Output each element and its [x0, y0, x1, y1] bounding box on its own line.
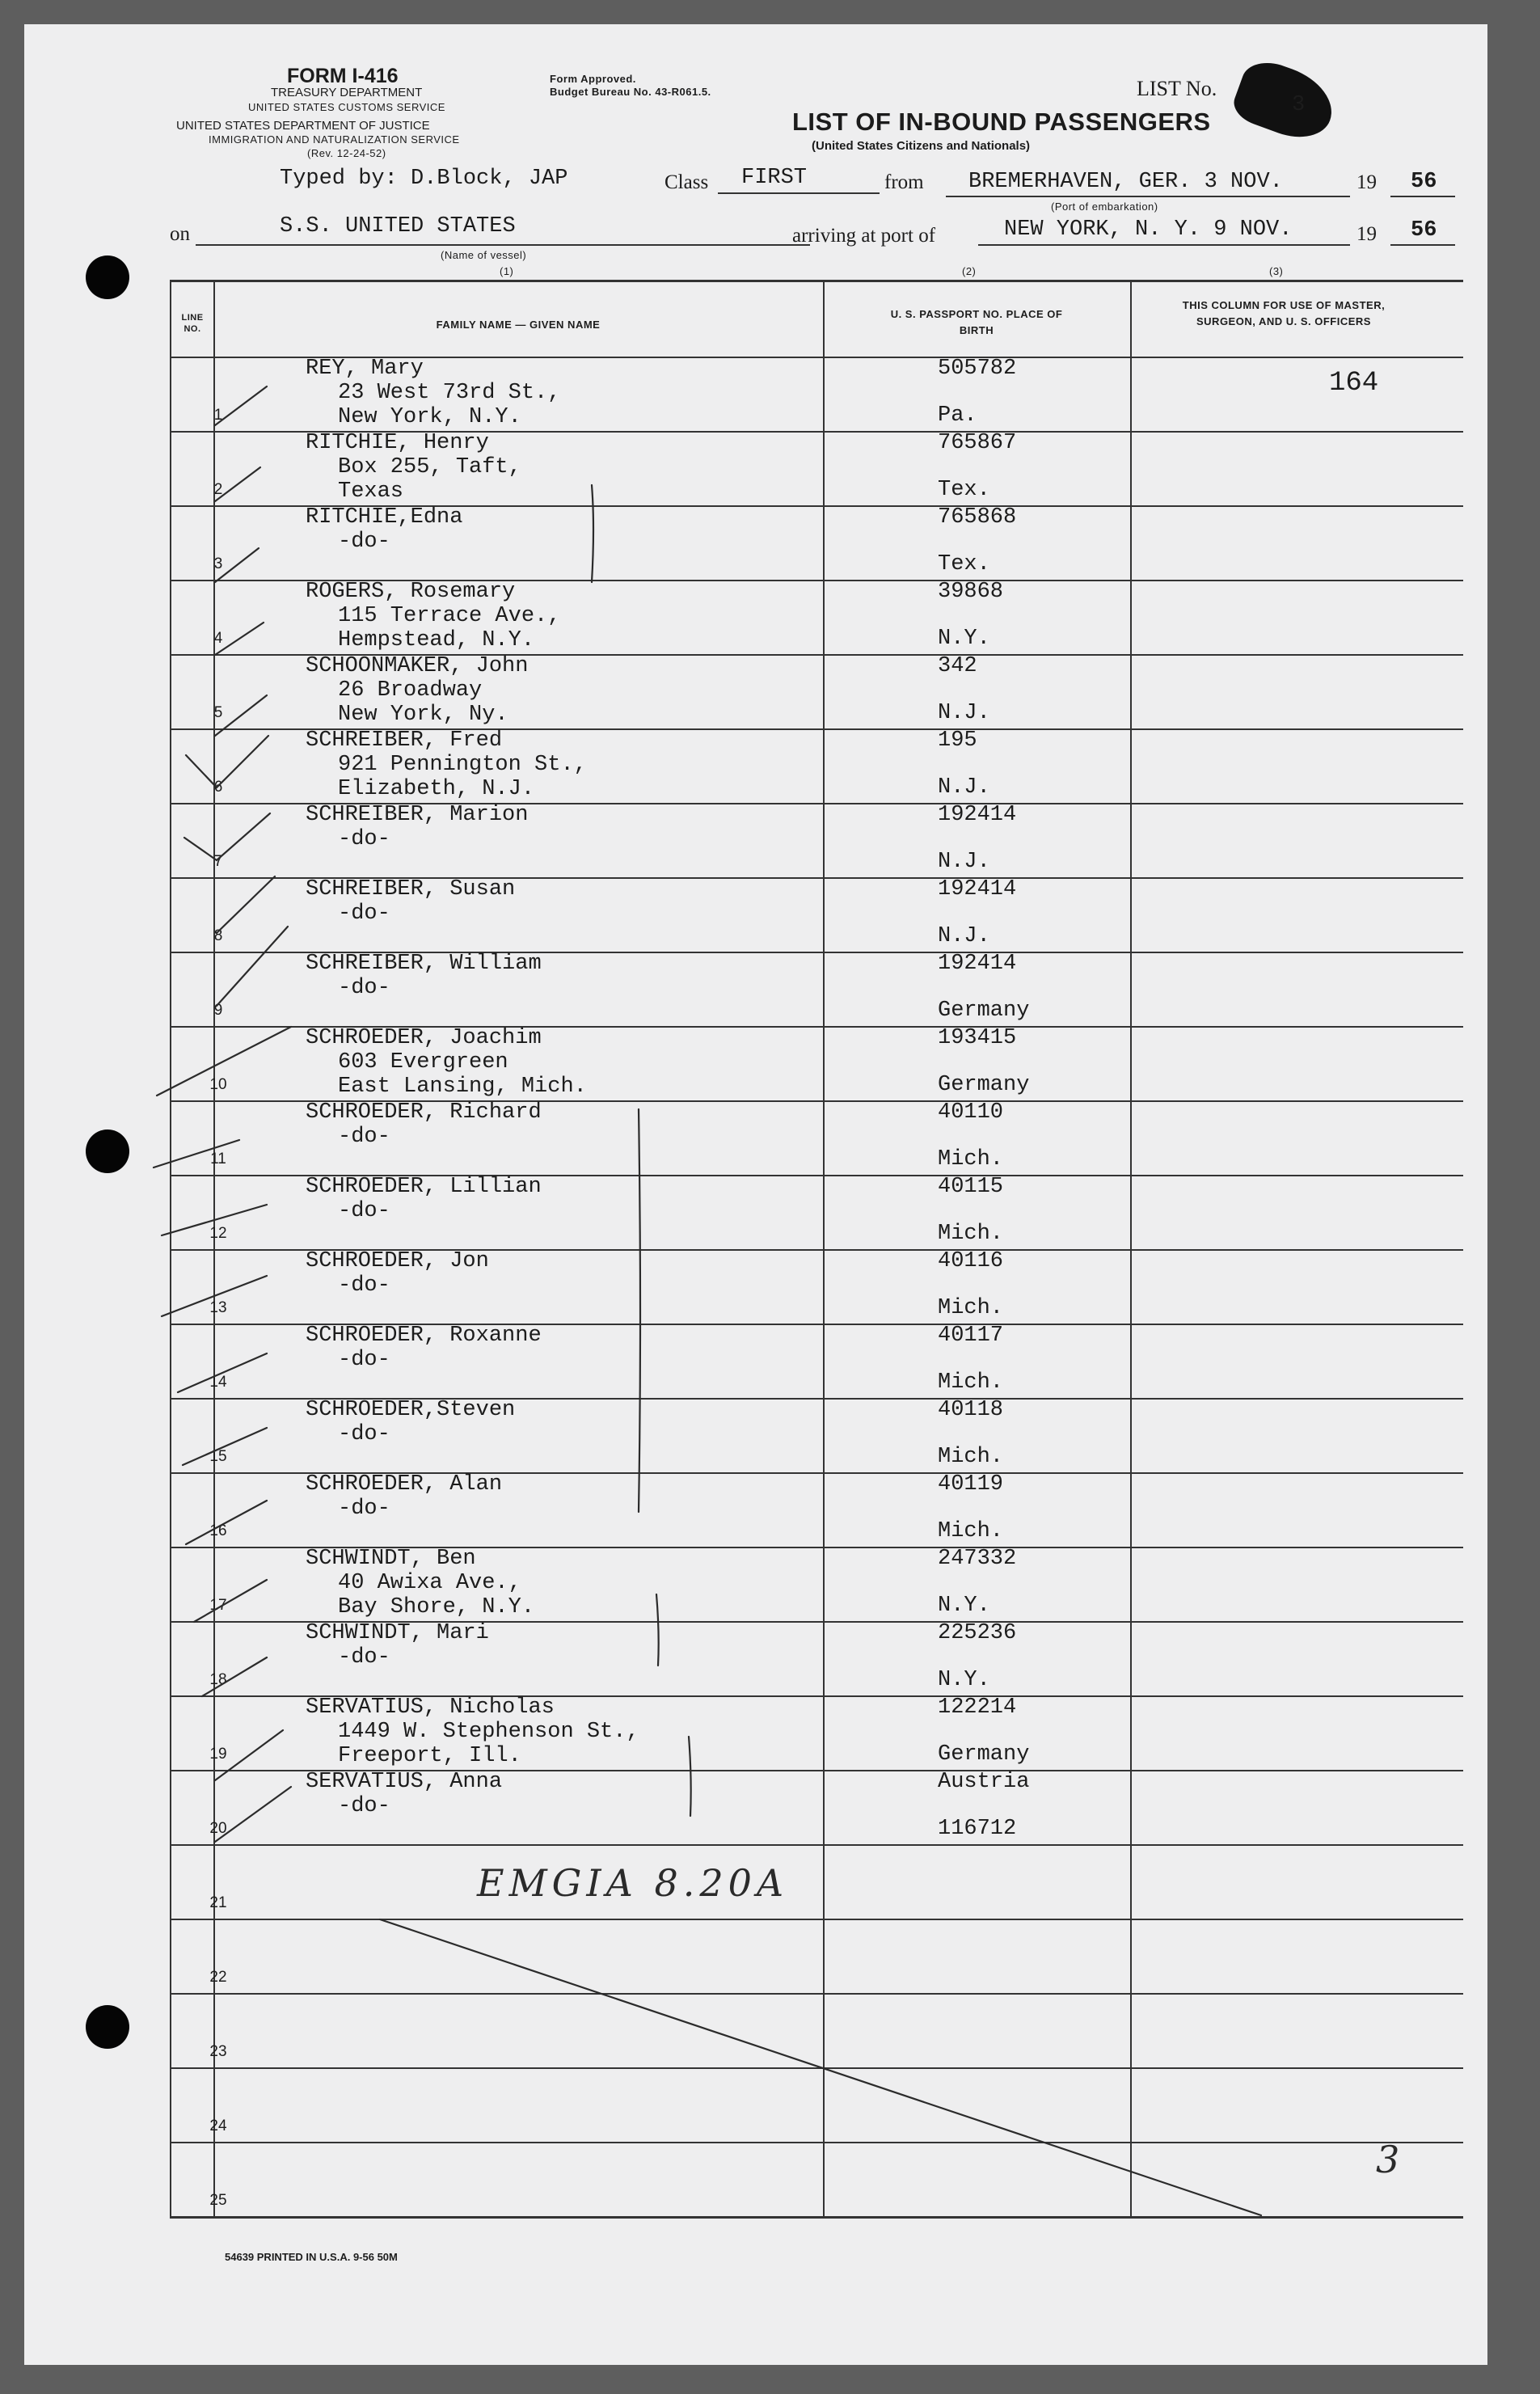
address-line-1: -do-	[338, 1273, 390, 1298]
dept-justice: UNITED STATES DEPARTMENT OF JUSTICE	[176, 119, 430, 133]
bracket-line	[592, 485, 593, 582]
passenger-name: RITCHIE, Henry	[306, 431, 489, 455]
on-label: on	[170, 223, 190, 245]
class-label: Class	[665, 171, 709, 193]
page-title: LIST OF IN-BOUND PASSENGERS	[792, 108, 1211, 136]
place-of-birth: N.Y.	[938, 1594, 990, 1618]
vessel-note: (Name of vessel)	[441, 249, 527, 261]
check-mark	[215, 1730, 283, 1780]
address-line-1: -do-	[338, 976, 390, 1000]
place-of-birth: Germany	[938, 999, 1030, 1023]
page-subtitle: (United States Citizens and Nationals)	[812, 139, 1031, 153]
place-of-birth: Mich.	[938, 1296, 1004, 1320]
passenger-name: SCHREIBER, Fred	[306, 728, 503, 753]
line-number: 21	[209, 1894, 227, 1911]
check-mark	[178, 1353, 267, 1392]
place-of-birth: Mich.	[938, 1222, 1004, 1246]
line-number: 5	[213, 704, 223, 721]
bracket-line	[656, 1594, 659, 1666]
year-prefix-1: 19	[1356, 171, 1377, 193]
arrival-port: NEW YORK, N. Y. 9 NOV.	[1004, 217, 1293, 242]
address-line-1: -do-	[338, 1199, 390, 1223]
check-mark	[202, 1657, 267, 1696]
address-line-2: Texas	[338, 479, 404, 504]
passenger-name: ROGERS, Rosemary	[306, 580, 516, 604]
class-value: FIRST	[741, 166, 808, 190]
line-number: 10	[209, 1076, 227, 1093]
cancel-slash	[380, 1919, 1261, 2215]
address-line-1: -do-	[338, 530, 390, 554]
address-line-1: 1449 W. Stephenson St.,	[338, 1720, 639, 1744]
col1-note: (1)	[500, 265, 514, 277]
passenger-name: SCHOONMAKER, John	[306, 654, 529, 678]
place-of-birth: Germany	[938, 1073, 1030, 1097]
place-of-birth: N.Y.	[938, 627, 990, 651]
address-line-2: East Lansing, Mich.	[338, 1075, 587, 1099]
check-mark	[154, 1140, 239, 1167]
passport-number: 505782	[938, 357, 1017, 381]
vessel-name: S.S. UNITED STATES	[280, 214, 516, 239]
embark-port: BREMERHAVEN, GER. 3 NOV.	[968, 170, 1283, 194]
passport-number: 765868	[938, 505, 1017, 530]
officer-note: 164	[1329, 368, 1379, 399]
line-number: 6	[213, 779, 223, 796]
col-header-passport: U. S. PASSPORT NO. PLACE OF BIRTH	[890, 308, 1063, 336]
place-of-birth: Mich.	[938, 1445, 1004, 1469]
address-line-1: 40 Awixa Ave.,	[338, 1571, 521, 1595]
dept-justice-sub: IMMIGRATION AND NATURALIZATION SERVICE	[209, 133, 460, 146]
line-number: 9	[213, 1002, 223, 1019]
line-number: 13	[209, 1299, 227, 1316]
check-mark	[184, 813, 270, 860]
page-number: 3	[1376, 2138, 1400, 2181]
line-number: 3	[213, 555, 223, 572]
place-of-birth: Tex.	[938, 552, 990, 576]
check-mark	[186, 736, 268, 787]
line-number: 12	[209, 1225, 227, 1242]
passenger-name: SCHWINDT, Ben	[306, 1547, 476, 1571]
check-mark	[217, 927, 288, 1006]
col3-note: (3)	[1269, 265, 1284, 277]
budget-bureau: Budget Bureau No. 43-R061.5.	[550, 86, 711, 98]
passenger-name: SCHREIBER, Marion	[306, 803, 529, 827]
check-mark	[186, 1501, 267, 1544]
passport-number: 40117	[938, 1324, 1004, 1348]
list-number: 3	[1292, 93, 1306, 117]
line-number: 19	[209, 1746, 227, 1763]
check-mark	[162, 1205, 267, 1235]
check-mark	[157, 1027, 291, 1096]
line-number: 15	[209, 1448, 227, 1465]
passenger-name: SCHROEDER, Richard	[306, 1100, 542, 1125]
line-number: 4	[213, 630, 223, 647]
address-line-1: -do-	[338, 1794, 390, 1818]
revision-date: (Rev. 12-24-52)	[307, 147, 386, 159]
passenger-name: SCHROEDER,Steven	[306, 1398, 516, 1422]
place-of-birth: N.J.	[938, 924, 990, 948]
line-number: 23	[209, 2043, 227, 2060]
passport-number: 122214	[938, 1695, 1017, 1720]
from-label: from	[884, 171, 924, 193]
place-of-birth: N.Y.	[938, 1668, 990, 1692]
line-number: 1	[213, 407, 223, 424]
place-of-birth: Germany	[938, 1742, 1030, 1767]
passport-number: 40110	[938, 1100, 1004, 1125]
passport-number: 40116	[938, 1249, 1004, 1273]
line-number: 25	[209, 2192, 227, 2209]
passport-number: 40118	[938, 1398, 1004, 1422]
line-number: 7	[213, 853, 223, 870]
passport-number: 765867	[938, 431, 1017, 455]
address-line-1: -do-	[338, 1497, 390, 1521]
handwritten-marks	[24, 24, 1487, 2365]
line-number: 18	[209, 1671, 227, 1688]
passenger-name: SERVATIUS, Anna	[306, 1770, 503, 1794]
check-mark	[217, 876, 275, 933]
place-of-birth: Pa.	[938, 403, 977, 428]
passenger-name: SCHREIBER, Susan	[306, 877, 516, 901]
port-embark-note: (Port of embarkation)	[1051, 201, 1158, 213]
list-number-label: LIST No.	[1137, 77, 1217, 100]
address-line-1: 603 Evergreen	[338, 1050, 508, 1075]
col2-note: (2)	[962, 265, 977, 277]
line-number: 16	[209, 1522, 227, 1539]
check-mark	[215, 548, 259, 582]
col-header-line-no: LINE NO.	[181, 313, 204, 334]
line-number: 20	[209, 1820, 227, 1837]
place-of-birth: N.J.	[938, 850, 990, 874]
col-header-name: FAMILY NAME — GIVEN NAME	[436, 319, 601, 331]
address-line-1: Box 255, Taft,	[338, 455, 521, 479]
dept-treasury-sub: UNITED STATES CUSTOMS SERVICE	[248, 101, 445, 113]
year-1: 56	[1411, 170, 1437, 194]
passenger-name: SCHROEDER, Alan	[306, 1472, 503, 1497]
address-line-2: Hempstead, N.Y.	[338, 628, 535, 652]
place-of-birth: Mich.	[938, 1519, 1004, 1543]
address-line-1: 23 West 73rd St.,	[338, 381, 561, 405]
passenger-name: SCHROEDER, Lillian	[306, 1175, 542, 1199]
passport-number: 192414	[938, 877, 1017, 901]
address-line-1: -do-	[338, 1125, 390, 1149]
passenger-name: SCHROEDER, Roxanne	[306, 1324, 542, 1348]
address-line-2: Bay Shore, N.Y.	[338, 1595, 535, 1619]
typed-by: Typed by: D.Block, JAP	[280, 167, 568, 191]
passenger-name: SCHROEDER, Joachim	[306, 1026, 542, 1050]
address-line-1: -do-	[338, 901, 390, 926]
address-line-1: -do-	[338, 1348, 390, 1372]
address-line-2: Freeport, Ill.	[338, 1744, 521, 1768]
arriving-label: arriving at port of	[792, 225, 936, 247]
passport-number: 192414	[938, 952, 1017, 976]
address-line-1: -do-	[338, 827, 390, 851]
passport-number: Austria	[938, 1770, 1030, 1794]
address-line-2: New York, Ny.	[338, 703, 508, 727]
line-number: 8	[213, 927, 223, 944]
passenger-name: SCHREIBER, William	[306, 952, 542, 976]
line-number: 17	[209, 1597, 227, 1614]
place-of-birth: 116712	[938, 1817, 1017, 1841]
inspector-stamp: EMGIA 8.20A	[477, 1861, 789, 1905]
col-header-officers: THIS COLUMN FOR USE OF MASTER, SURGEON, AND U. S. OFFICERS	[1182, 299, 1386, 327]
place-of-birth: N.J.	[938, 775, 990, 800]
address-line-1: -do-	[338, 1422, 390, 1446]
dept-treasury: TREASURY DEPARTMENT	[271, 86, 423, 99]
address-line-1: 921 Pennington St.,	[338, 753, 587, 777]
year-2: 56	[1411, 218, 1437, 243]
passport-number: 195	[938, 728, 977, 753]
bracket-line	[689, 1737, 691, 1816]
address-line-2: New York, N.Y.	[338, 405, 521, 429]
passenger-name: RITCHIE,Edna	[306, 505, 463, 530]
address-line-1: 26 Broadway	[338, 678, 483, 703]
passport-number: 39868	[938, 580, 1004, 604]
address-line-1: 115 Terrace Ave.,	[338, 604, 561, 628]
bracket-line	[639, 1109, 640, 1512]
passport-number: 193415	[938, 1026, 1017, 1050]
address-line-1: -do-	[338, 1645, 390, 1670]
line-number: 11	[210, 1151, 226, 1167]
place-of-birth: N.J.	[938, 701, 990, 725]
passport-number: 40119	[938, 1472, 1004, 1497]
line-number: 24	[209, 2117, 227, 2134]
form-number: FORM I-416	[287, 65, 399, 87]
print-footer: 54639 PRINTED IN U.S.A. 9-56 50M	[225, 2251, 398, 2263]
check-mark	[215, 1787, 291, 1842]
year-prefix-2: 19	[1356, 223, 1377, 245]
check-mark	[183, 1428, 267, 1465]
passenger-name: SERVATIUS, Nicholas	[306, 1695, 555, 1720]
check-mark	[215, 623, 264, 655]
check-mark	[162, 1276, 267, 1316]
passport-number: 247332	[938, 1547, 1017, 1571]
place-of-birth: Mich.	[938, 1147, 1004, 1172]
place-of-birth: Tex.	[938, 478, 990, 502]
line-number: 22	[209, 1969, 227, 1986]
check-mark	[215, 386, 267, 425]
check-mark	[215, 467, 260, 501]
check-mark	[215, 695, 267, 736]
place-of-birth: Mich.	[938, 1370, 1004, 1395]
manifest-sheet	[24, 24, 1487, 2365]
address-line-2: Elizabeth, N.J.	[338, 777, 535, 801]
form-approved: Form Approved.	[550, 73, 636, 85]
passenger-name: SCHWINDT, Mari	[306, 1621, 489, 1645]
passport-number: 342	[938, 654, 977, 678]
passport-number: 40115	[938, 1175, 1004, 1199]
line-number: 2	[213, 481, 223, 498]
passenger-name: REY, Mary	[306, 357, 424, 381]
passenger-name: SCHROEDER, Jon	[306, 1249, 489, 1273]
check-mark	[194, 1580, 267, 1622]
passport-number: 192414	[938, 803, 1017, 827]
passport-number: 225236	[938, 1621, 1017, 1645]
line-number: 14	[209, 1374, 227, 1391]
